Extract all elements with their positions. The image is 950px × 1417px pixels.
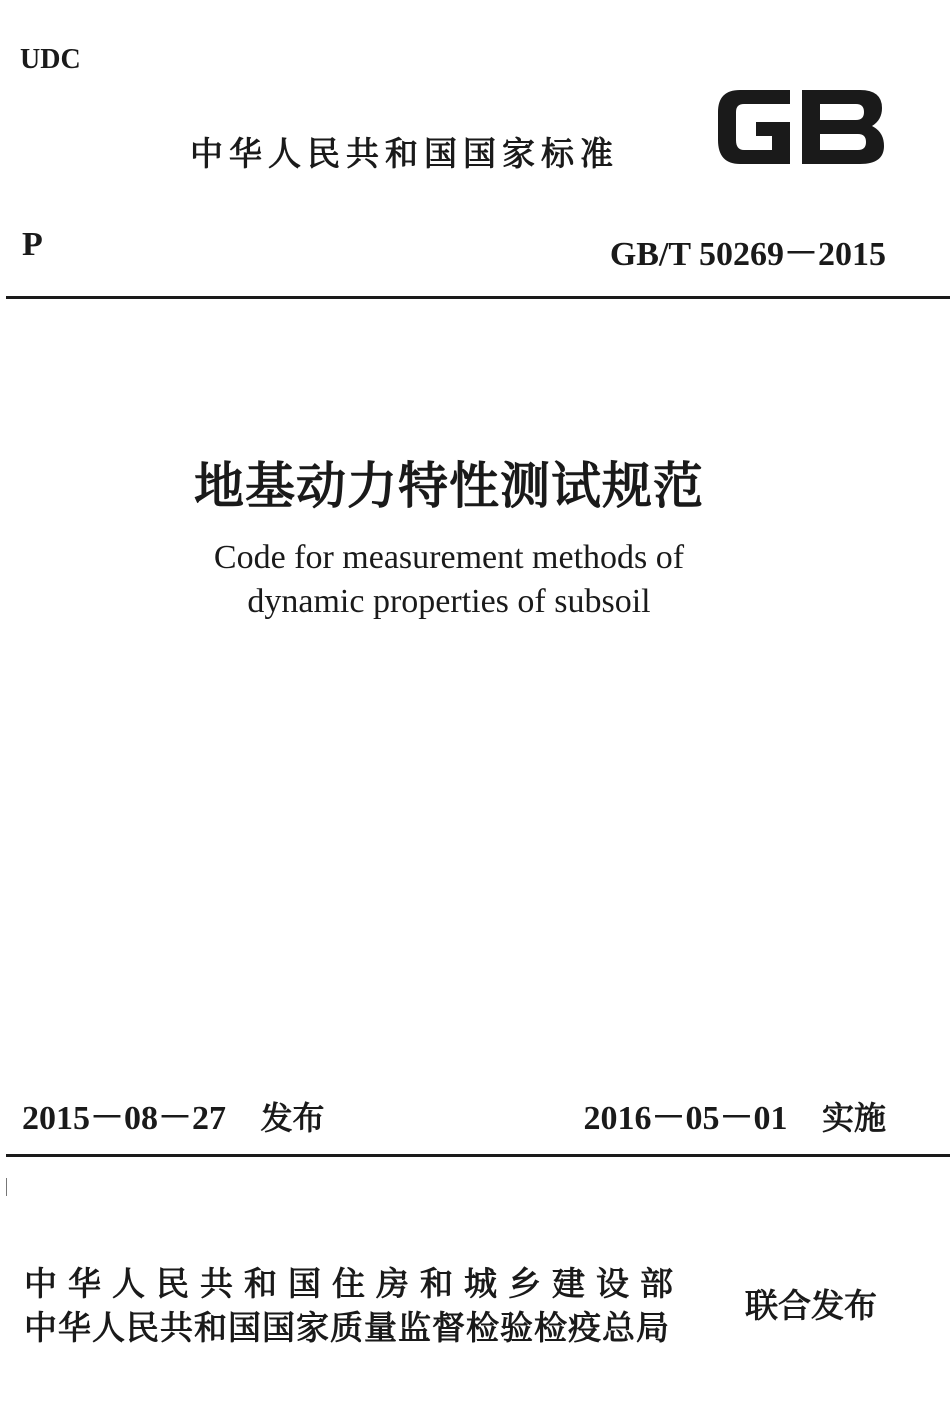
title-en [0, 536, 898, 624]
top-divider [6, 296, 950, 299]
title-cn: 地基动力特性测试规范 [194, 456, 704, 515]
implement-date-block [583, 1090, 886, 1139]
joint-issue-label: 联合发布 [745, 1286, 877, 1325]
category-code: P [22, 226, 43, 263]
standard-number: GB/T 50269－2015 [609, 236, 886, 273]
standard-type-cn: 中华人民共和国国家标准 [190, 134, 619, 173]
authority-line1: 中华人民共和国住房和城乡建设部 [24, 1264, 684, 1303]
title-en-line2: dynamic properties of subsoil [247, 583, 651, 620]
implement-date: 2016－05－01 [583, 1100, 788, 1137]
scan-mark [6, 1178, 7, 1196]
bottom-divider [6, 1154, 950, 1157]
authority-line2: 中华人民共和国国家质量监督检验检疫总局 [24, 1308, 670, 1347]
gb-logo [710, 78, 890, 173]
issue-date-block [22, 1090, 325, 1139]
issue-date: 2015－08－27 [22, 1100, 226, 1137]
implement-label: 实施 [821, 1099, 886, 1137]
issue-label: 发布 [260, 1099, 325, 1137]
title-en-line1: Code for measurement methods of [213, 539, 685, 576]
udc-label: UDC [20, 44, 81, 75]
